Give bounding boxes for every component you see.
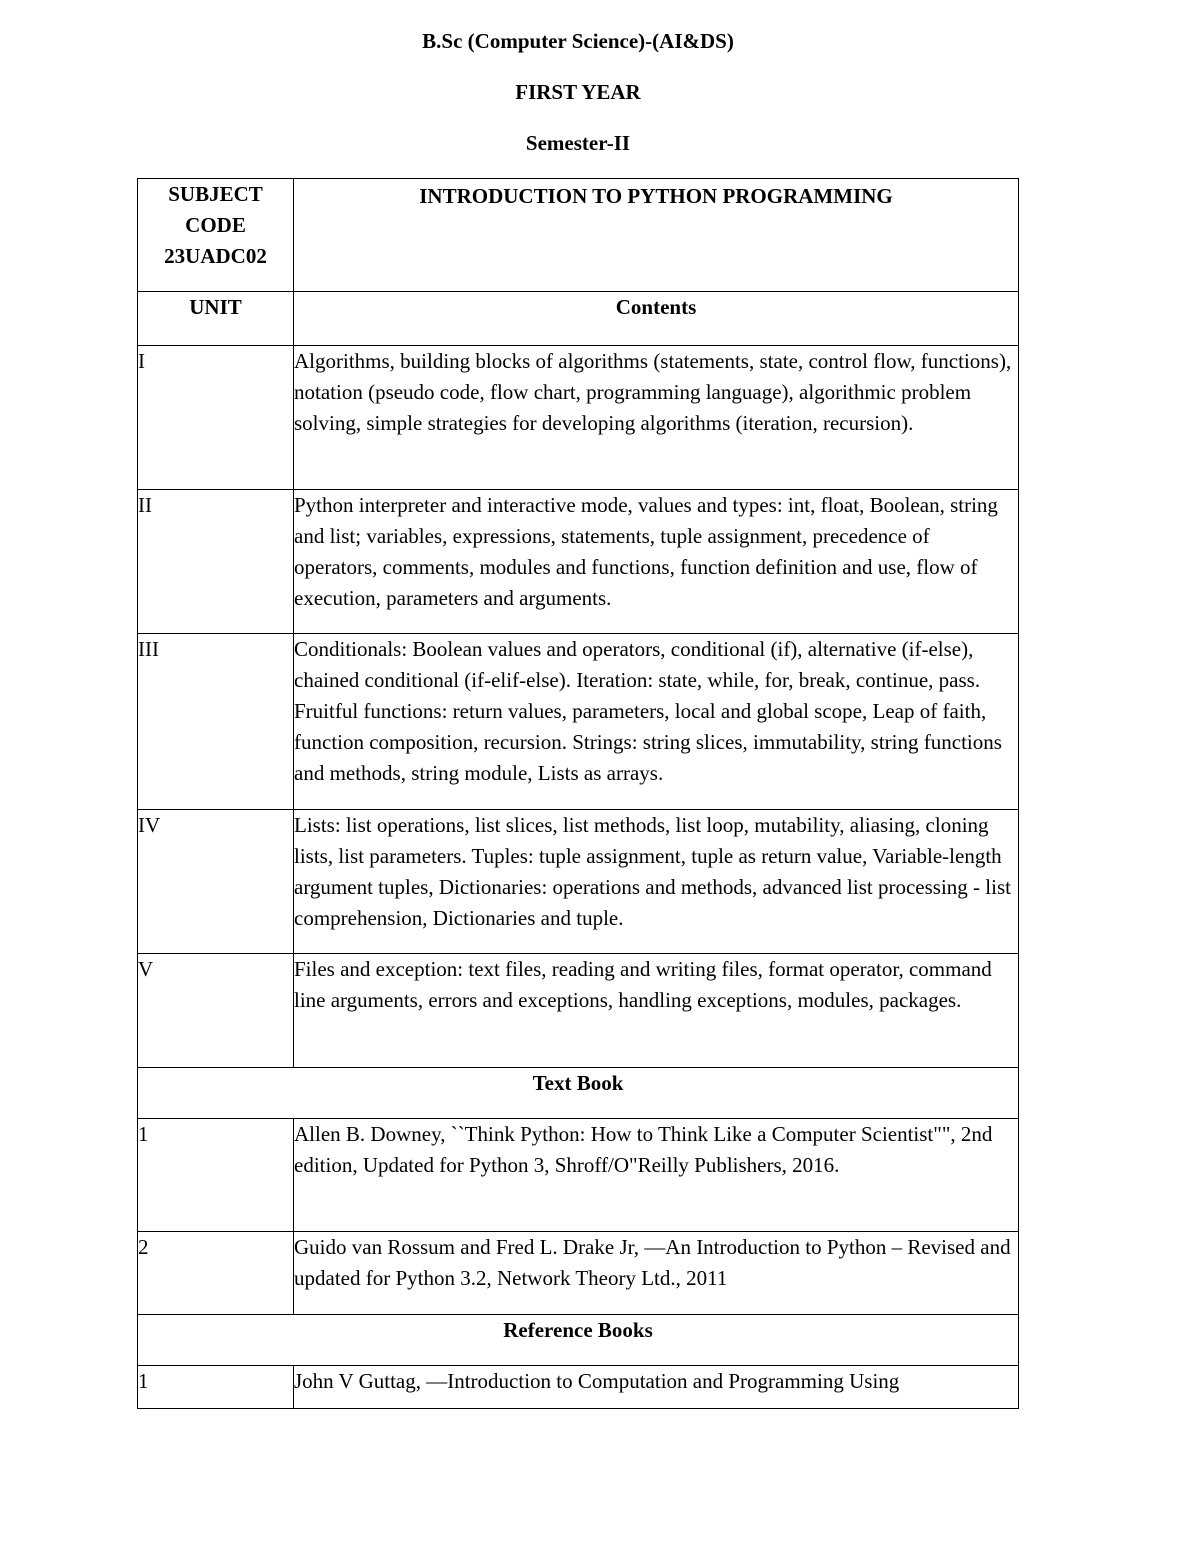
book-citation: Allen B. Downey, ``Think Python: How to Think Like a Computer Scientist"", 2nd edition, Updated for Python 3, Shroff/O"Reilly Publishers, 2016. [294,1119,1019,1232]
text-book-row [138,1232,1019,1315]
text-book-header-row [138,1068,1019,1119]
unit-content: Python interpreter and interactive mode, values and types: int, float, Boolean, string and list; variables, expressions, statements, tuple assignment, precedence of operators, comments, modules and functions, function definition and use, flow of execution, parameters and arguments. [294,490,1019,634]
reference-book-row [138,1366,1019,1409]
book-number: 1 [138,1119,294,1232]
syllabus-table [137,178,1019,1409]
reference-books-header-row [138,1315,1019,1366]
unit-content: Algorithms, building blocks of algorithms (statements, state, control flow, functions), notation (pseudo code, flow chart, programming language), algorithmic problem solving, simple strategies for developing algorithms (iteration, recursion). [294,346,1019,490]
unit-row [138,954,1019,1068]
unit-number: III [138,634,294,810]
unit-number: V [138,954,294,1068]
text-book-header: Text Book [138,1068,1019,1119]
book-number: 1 [138,1366,294,1409]
subject-code-label-2: CODE [185,213,246,237]
program-title: B.Sc (Computer Science)-(AI&DS) [422,29,734,53]
unit-row [138,346,1019,490]
unit-row [138,490,1019,634]
header-row [138,292,1019,346]
unit-number: I [138,346,294,490]
subject-code-label: SUBJECT [168,182,263,206]
book-citation: John V Guttag, —Introduction to Computation and Programming Using [294,1366,1019,1409]
book-citation: Guido van Rossum and Fred L. Drake Jr, —An Introduction to Python – Revised and updated for Python 3.2, Network Theory Ltd., 2011 [294,1232,1019,1315]
unit-number: IV [138,810,294,954]
text-book-row [138,1119,1019,1232]
subject-code: 23UADC02 [164,244,267,268]
unit-header: UNIT [138,292,294,346]
unit-content: Conditionals: Boolean values and operators, conditional (if), alternative (if-else), chained conditional (if-elif-else). Iteration: state, while, for, break, continue, pass. Fruitful functions: return values, parameters, local and global scope, Leap of faith, function composition, recursion. Strings: string slices, immutability, string functions and methods, string module, Lists as arrays. [294,634,1019,810]
semester-title: Semester-II [525,131,631,155]
contents-header: Contents [294,292,1019,346]
book-number: 2 [138,1232,294,1315]
unit-content: Lists: list operations, list slices, list methods, list loop, mutability, aliasing, cloning lists, list parameters. Tuples: tuple assignment, tuple as return value, Variable-length argument tuples, Dictionaries: operations and methods, advanced list processing - list comprehension, Dictionaries and tuple. [294,810,1019,954]
subject-code-cell [138,179,294,292]
subject-row [138,179,1019,292]
subject-title-cell [294,179,1019,292]
reference-books-header: Reference Books [138,1315,1019,1366]
unit-content: Files and exception: text files, reading and writing files, format operator, command line arguments, errors and exceptions, handling exceptions, modules, packages. [294,954,1019,1068]
unit-number: II [138,490,294,634]
unit-row [138,810,1019,954]
unit-row [138,634,1019,810]
year-title: FIRST YEAR [515,80,641,104]
subject-title: INTRODUCTION TO PYTHON PROGRAMMING [419,184,893,208]
